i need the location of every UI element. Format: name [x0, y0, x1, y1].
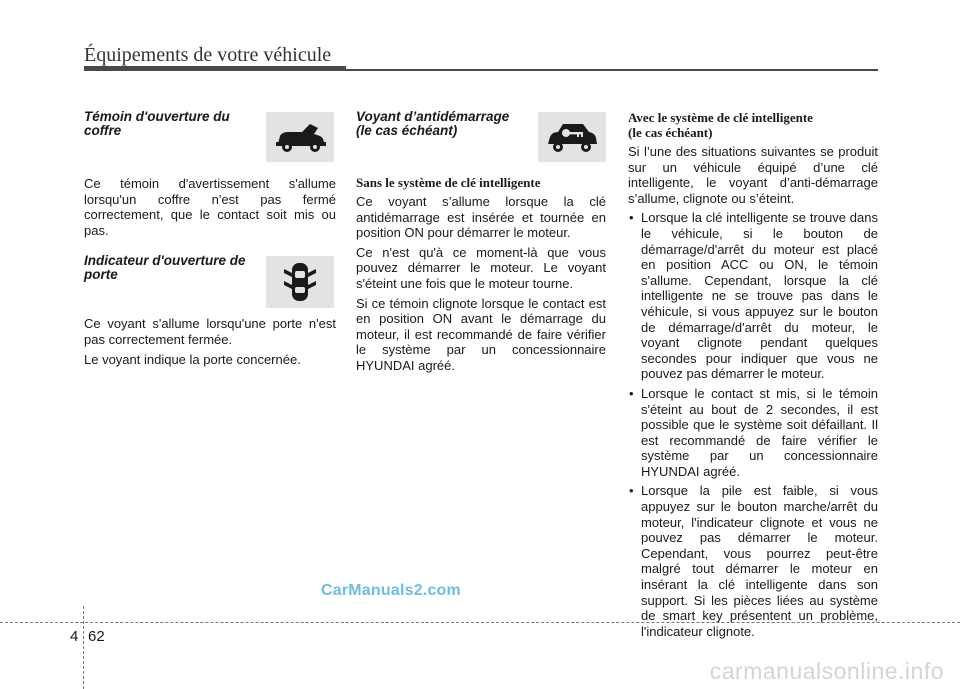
- smart-key-intro: Si l’une des situations suivantes se produit sur un véhicule équipé d’une clé intelligente, le voyant d’anti-démarrage s’allume, clignote ou s’éteint.: [628, 144, 878, 206]
- page-header-title: Équipements de votre véhicule: [84, 44, 332, 66]
- site-watermark-link[interactable]: carmanualsonline.info: [709, 658, 944, 684]
- trunk-warning-text: Ce témoin d'avertissement s'allume lorsqu'un coffre n'est pas fermé correctement, que le contact soit mis ou pas.: [84, 176, 336, 238]
- list-item: • Lorsque le contact st mis, si le témoin s'éteint au bout de 2 secondes, il est possible que le système soit défaillant. Il est recommandé de faire vérifier le système par un concessionnaire HYUNDAI agréé.: [628, 386, 878, 480]
- door-warning-text-1: Ce voyant s'allume lorsqu'une porte n'est pas correctement fermée.: [84, 316, 336, 347]
- list-item: • Lorsque la pile est faible, si vous appuyez sur le bouton marche/arrêt du moteur, l'indicateur clignote et vous ne pouvez pas démarrer le moteur. Cependant, vous pourrez peut-être malgré tout démarrer le moteur en insérant la clé intelligente dans son support. Si les pièces liées au système de smart key présentent un problème, l'indicateur clignote.: [628, 483, 878, 639]
- immobilizer-title: Voyant d’antidémarrage (le cas échéant): [356, 109, 510, 138]
- smart-key-subhead-case: (le cas échéant): [628, 125, 713, 140]
- trunk-open-car-icon: [266, 112, 334, 162]
- column-right: [628, 110, 878, 643]
- footer-vertical-rule: [83, 606, 84, 689]
- page-number: 62: [88, 628, 105, 645]
- header-rule-thick: [84, 66, 346, 71]
- smart-key-subhead: Avec le système de clé intelligente: [628, 110, 813, 125]
- list-item: • Lorsque la clé intelligente se trouve dans le véhicule, si le bouton de démarrage/d'arrêt du moteur est placé en position ACC ou ON, le témoin s'allume. Cependant, lorsque la clé intelligente ne se trouve pas dans le véhicule, si vous appuyez sur le bouton de démarrage/d'arrêt du moteur, le voyant clignote pendant quelques secondes pour indiquer que vous ne pouvez pas démarrer le moteur.: [628, 210, 878, 382]
- immobilizer-key-car-icon: [538, 112, 606, 162]
- immobilizer-text-3: Si ce témoin clignote lorsque le contact est en position ON avant le démarrage du moteur, il est recommandé de faire vérifier le système par un concessionnaire HYUNDAI agréé.: [356, 295, 606, 373]
- door-warning-title: Indicateur d'ouverture de porte: [84, 253, 246, 283]
- immobilizer-text-2: Ce n'est qu'à ce moment-là que vous pouvez démarrer le moteur. Le voyant s'éteint une fois que le moteur tourne.: [356, 244, 606, 291]
- trunk-warning-title: Témoin d'ouverture du coffre: [84, 109, 230, 138]
- header-rule-thin: [346, 69, 878, 71]
- immobilizer-subhead: Sans le système de clé intelligente: [356, 175, 541, 190]
- section-number: 4: [70, 628, 79, 645]
- smart-key-bullet-list: [628, 210, 878, 639]
- footer-rule: [0, 622, 960, 623]
- door-warning-text-2: Le voyant indique la porte concernée.: [84, 351, 301, 367]
- door-open-car-icon: [266, 256, 334, 308]
- watermark-link[interactable]: CarManuals2.com: [321, 582, 461, 599]
- immobilizer-text-1: Ce voyant s’allume lorsque la clé antidémarrage est insérée et tournée en position ON pour démarrer le moteur.: [356, 194, 606, 241]
